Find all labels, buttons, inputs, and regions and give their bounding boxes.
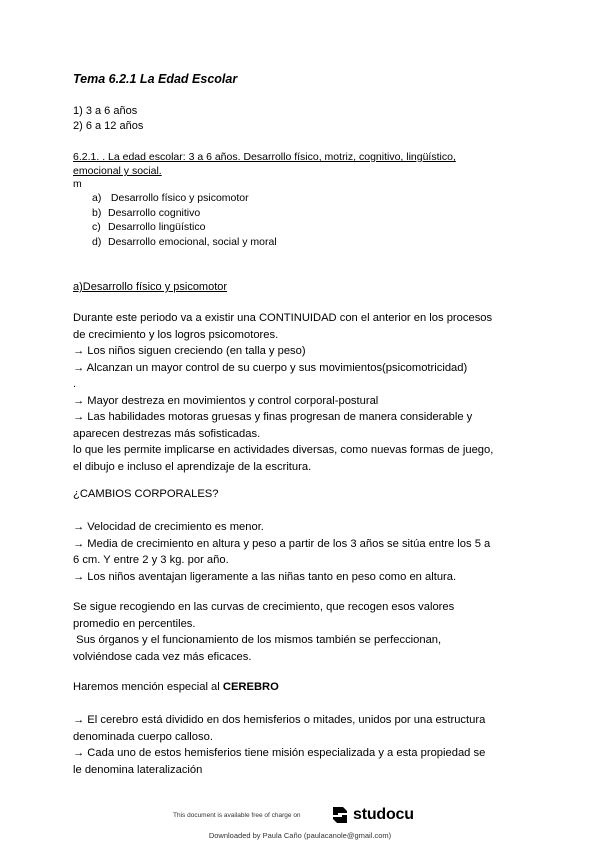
footer-downloaded-by: Downloaded by Paula Caño (paulacanole@gmail.com): [208, 831, 392, 840]
text-line: aparecen destrezas más sofisticadas.: [73, 427, 261, 440]
cambios-heading: ¿CAMBIOS CORPORALES?: [73, 488, 219, 500]
subsection-heading: a)Desarrollo físico y psicomotor: [73, 281, 228, 293]
text-line: → Media de crecimiento en altura y peso a partir de los 3 años se sitúa entre los 5 a: [73, 537, 491, 550]
list-item-text: Desarrollo cognitivo: [108, 206, 201, 219]
text-line: promedio en percentiles.: [73, 617, 196, 630]
text-line: de crecimiento y los logros psicomotores.: [73, 328, 279, 341]
list-marker: b): [92, 206, 102, 219]
list-item: [92, 220, 277, 235]
list-marker: a): [92, 192, 102, 204]
text-line: le denomina lateralización: [73, 763, 203, 776]
paragraph-cambios: [73, 519, 543, 585]
cerebro-heading: [73, 680, 279, 695]
text-line: lo que les permite implicarse en actividades diversas, como nuevas formas de juego,: [73, 444, 494, 456]
text-line: 6 cm. Y entre 2 y 3 kg. por año.: [73, 554, 229, 566]
list-marker: d): [92, 235, 102, 248]
age-range-1: 1) 3 a 6 años: [73, 105, 138, 117]
text-line: → Alcanzan un mayor control de su cuerpo y sus movimientos(psicomotricidad): [73, 361, 468, 374]
text-line: .: [73, 378, 77, 390]
list-item: [92, 235, 277, 250]
text-line: → Los niños aventajan ligeramente a las niñas tanto en peso como en altura.: [73, 570, 457, 583]
studocu-brand-text: studocu: [353, 806, 414, 823]
text-line: el dibujo e incluso el aprendizaje de la escritura.: [73, 460, 312, 473]
list-item-text: Desarrollo físico y psicomotor: [108, 192, 249, 204]
text-line: → Cada uno de estos hemisferios tiene misión especializada y a esta propiedad se: [73, 747, 486, 759]
text-line: denominada cuerpo calloso.: [73, 730, 213, 743]
stray-text: m: [73, 178, 82, 190]
text-line: → Mayor destreza en movimientos y control corporal-postural: [73, 394, 379, 407]
list-item: [92, 191, 277, 206]
cerebro-bold: CEREBRO: [222, 681, 279, 693]
footer-availability-note: This document is available free of charge on: [173, 812, 301, 819]
paragraph-cerebro: [73, 712, 543, 778]
text-line: → Velocidad de crecimiento es menor.: [73, 521, 264, 533]
list-item-text: Desarrollo lingüístico: [108, 221, 206, 233]
list-marker: c): [92, 221, 101, 233]
topic-list: [92, 191, 277, 249]
text-line: Durante este periodo va a existir una CONTINUIDAD con el anterior en los procesos: [73, 312, 493, 324]
section-heading-line-1: 6.2.1. . La edad escolar: 3 a 6 años. Desarrollo físico, motriz, cognitivo, lingüístico,: [73, 151, 456, 163]
list-item: [92, 206, 277, 221]
section-heading-line-2: emocional y social.: [73, 165, 162, 177]
studocu-logo[interactable]: [330, 804, 414, 826]
text-line: → Las habilidades motoras gruesas y finas progresan de manera considerable y: [73, 411, 473, 423]
text-line: Sus órganos y el funcionamiento de los mismos también se perfeccionan,: [73, 634, 442, 646]
text-line: Se sigue recogiendo en las curvas de crecimiento, que recogen esos valores: [73, 601, 455, 613]
cerebro-prefix: Haremos mención especial al: [73, 681, 223, 693]
text-line: volviéndose cada vez más eficaces.: [73, 650, 252, 663]
studocu-logo-icon: [330, 804, 350, 826]
age-range-2: 2) 6 a 12 años: [73, 120, 144, 132]
text-line: → El cerebro está dividido en dos hemisferios o mitades, unidos por una estructura: [73, 714, 486, 726]
paragraph-continuity: [73, 310, 543, 475]
text-line: → Los niños siguen creciendo (en talla y peso): [73, 345, 306, 357]
paragraph-percentiles: [73, 599, 543, 665]
page-title: Tema 6.2.1 La Edad Escolar: [73, 72, 238, 86]
list-item-text: Desarrollo emocional, social y moral: [108, 235, 277, 248]
